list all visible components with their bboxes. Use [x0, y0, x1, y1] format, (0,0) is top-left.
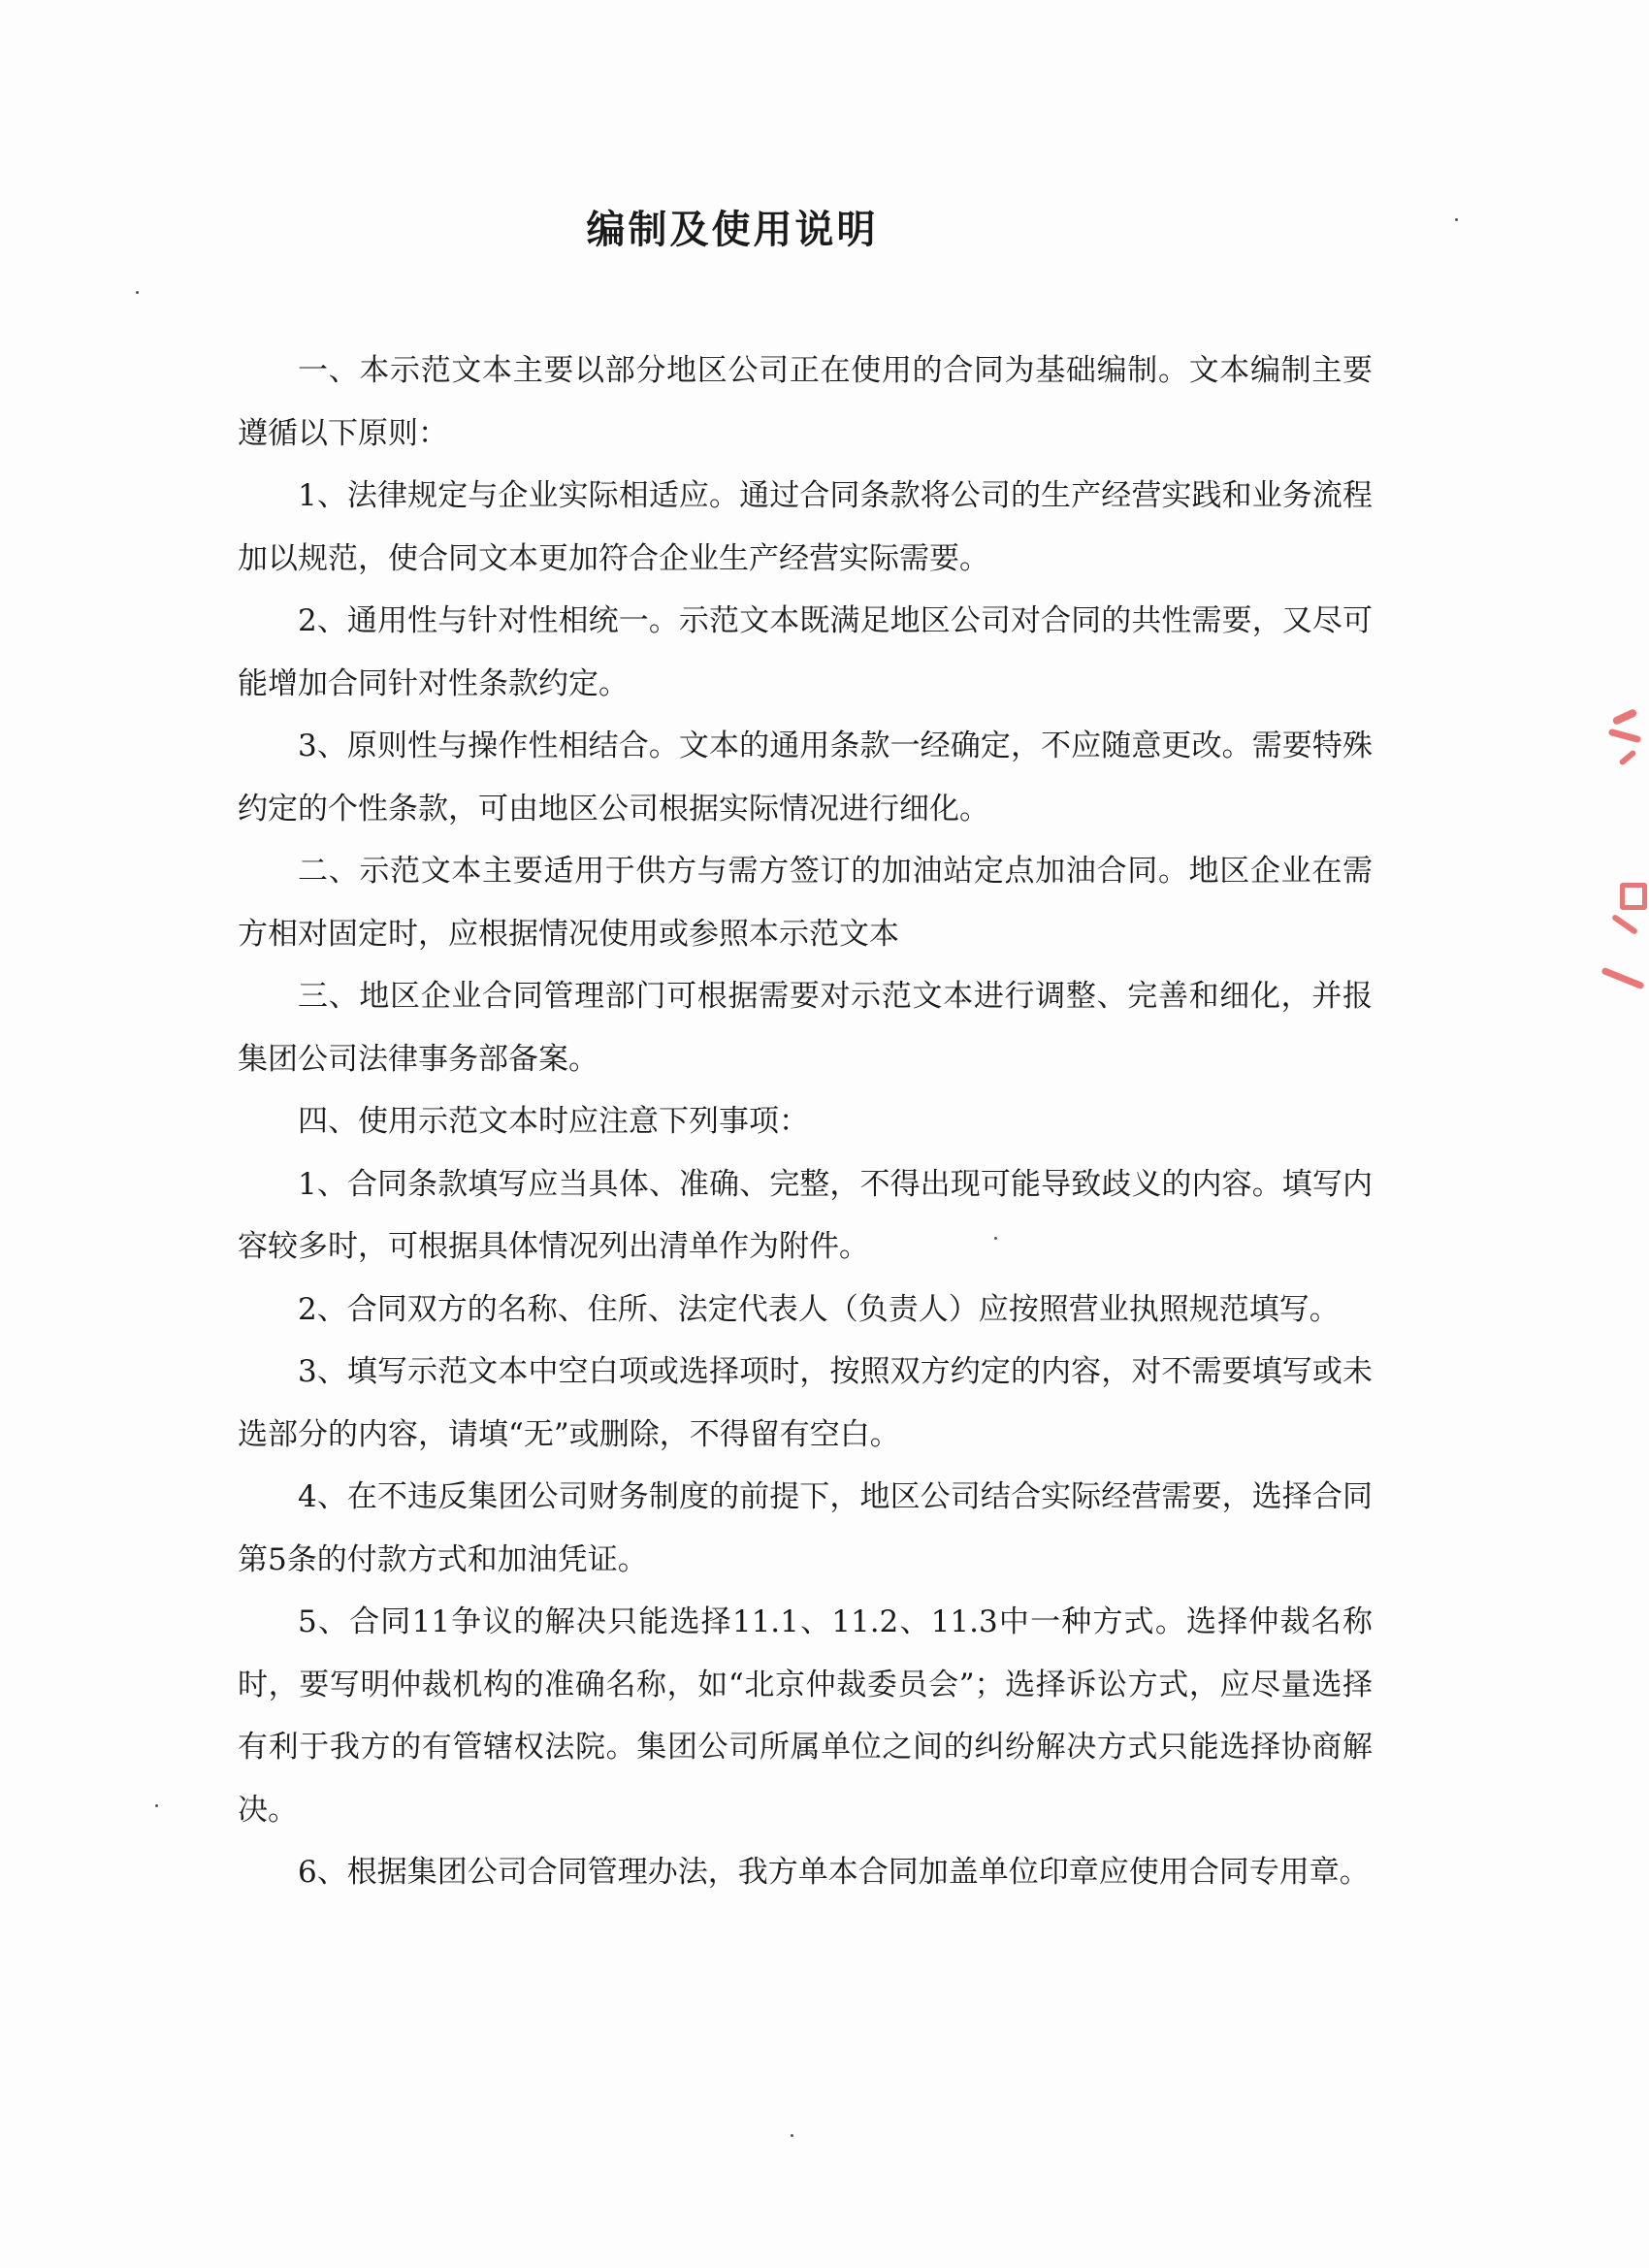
paragraph-3: 2、通用性与针对性相统一。示范文本既满足地区公司对合同的共性需要，又尽可能增加合同针对性条款约定。 — [238, 603, 1373, 701]
scan-speck — [994, 1237, 997, 1240]
scan-speck — [155, 1804, 158, 1807]
paragraph-4: 3、原则性与操作性相结合。文本的通用条款一经确定，不应随意更改。需要特殊约定的个性条款，可由地区公司根据实际情况进行细化。 — [238, 729, 1373, 826]
paragraph-7: 四、使用示范文本时应注意下列事项： — [298, 1104, 809, 1139]
paragraph-1: 一、本示范文本主要以部分地区公司正在使用的合同为基础编制。文本编制主要遵循以下原则： — [238, 353, 1373, 451]
paragraph-8: 1、合同条款填写应当具体、准确、完整，不得出现可能导致歧义的内容。填写内容较多时，可根据具体情况列出清单作为附件。 — [238, 1166, 1373, 1264]
paragraph-2: 1、法律规定与企业实际相适应。通过合同条款将公司的生产经营实践和业务流程加以规范，使合同文本更加符合企业生产经营实际需要。 — [238, 478, 1373, 576]
page-title: 编制及使用说明 — [586, 208, 879, 252]
paragraph-5: 二、示范文本主要适用于供方与需方签订的加油站定点加油合同。地区企业在需方相对固定时，应根据情况使用或参照本示范文本 — [238, 854, 1373, 952]
paragraph-12: 5、合同11争议的解决只能选择11.1、11.2、11.3中一种方式。选择仲裁名称时，要写明仲裁机构的准确名称，如“北京仲裁委员会”；选择诉讼方式，应尽量选择有利于我方的有管辖权法院。集团公司所属单位之间的纠纷解决方式只能选择协商解决。 — [238, 1604, 1373, 1828]
scan-speck — [1455, 218, 1458, 221]
paragraph-10: 3、填写示范文本中空白项或选择项时，按照双方约定的内容，对不需要填写或未选部分的内容，请填“无”或删除，不得留有空白。 — [238, 1354, 1373, 1452]
document-body — [238, 340, 1373, 1904]
seal-stamp-fragment — [1591, 679, 1649, 1009]
paragraph-11: 4、在不违反集团公司财务制度的前提下，地区公司结合实际经营需要，选择合同第5条的付款方式和加油凭证。 — [238, 1479, 1373, 1577]
paragraph-9: 2、合同双方的名称、住所、法定代表人（负责人）应按照营业执照规范填写。 — [298, 1291, 1340, 1327]
paragraph-13: 6、根据集团公司合同管理办法，我方单本合同加盖单位印章应使用合同专用章。 — [298, 1855, 1370, 1890]
scan-speck — [791, 2134, 793, 2137]
scan-speck — [136, 291, 139, 294]
paragraph-6: 三、地区企业合同管理部门可根据需要对示范文本进行调整、完善和细化，并报集团公司法律事务部备案。 — [238, 979, 1373, 1077]
